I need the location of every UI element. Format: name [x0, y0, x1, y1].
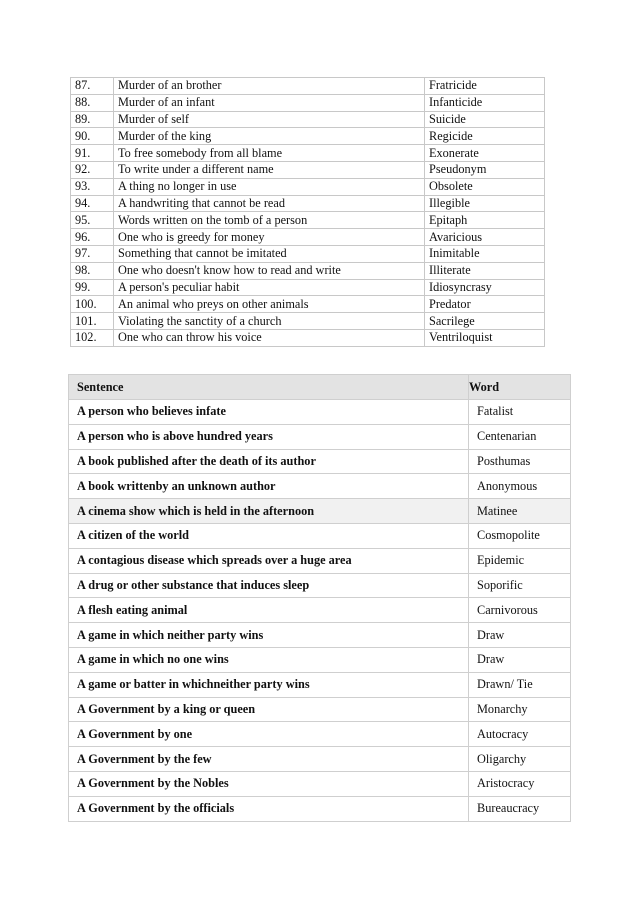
table-row — [71, 145, 545, 162]
word-cell: Inimitable — [425, 245, 545, 262]
table-row — [69, 747, 571, 772]
definition-cell: An animal who preys on other animals — [114, 296, 425, 313]
row-number: 101. — [71, 313, 114, 330]
sentence-cell: A contagious disease which spreads over a huge area — [69, 548, 469, 573]
row-number: 91. — [71, 145, 114, 162]
row-number: 100. — [71, 296, 114, 313]
definition-cell: One who is greedy for money — [114, 229, 425, 246]
word-cell: Sacrilege — [425, 313, 545, 330]
table-row — [71, 229, 545, 246]
sentence-cell: A Government by one — [69, 722, 469, 747]
table-header — [69, 375, 571, 400]
sentence-cell: A game in which neither party wins — [69, 623, 469, 648]
word-cell: Draw — [469, 647, 571, 672]
table-row — [69, 499, 571, 524]
word-cell: Idiosyncrasy — [425, 279, 545, 296]
table-row — [69, 672, 571, 697]
row-number: 88. — [71, 94, 114, 111]
row-number: 92. — [71, 161, 114, 178]
table-row — [69, 598, 571, 623]
sentence-cell: A book published after the death of its author — [69, 449, 469, 474]
word-cell: Infanticide — [425, 94, 545, 111]
row-number: 95. — [71, 212, 114, 229]
word-cell: Pseudonym — [425, 161, 545, 178]
word-cell: Autocracy — [469, 722, 571, 747]
word-cell: Monarchy — [469, 697, 571, 722]
table-row — [71, 78, 545, 95]
word-cell: Regicide — [425, 128, 545, 145]
word-cell: Epitaph — [425, 212, 545, 229]
sentence-cell: A person who is above hundred years — [69, 424, 469, 449]
sentence-cell: A book writtenby an unknown author — [69, 474, 469, 499]
table-row — [69, 697, 571, 722]
word-cell: Avaricious — [425, 229, 545, 246]
word-cell: Aristocracy — [469, 771, 571, 796]
definition-cell: Something that cannot be imitated — [114, 245, 425, 262]
table-row — [69, 400, 571, 425]
row-number: 98. — [71, 262, 114, 279]
sentence-column-header: Sentence — [69, 375, 469, 400]
row-number: 89. — [71, 111, 114, 128]
row-number: 99. — [71, 279, 114, 296]
table-row — [71, 195, 545, 212]
row-number: 102. — [71, 329, 114, 346]
table-row — [69, 573, 571, 598]
definition-cell: One who can throw his voice — [114, 329, 425, 346]
definition-cell: A person's peculiar habit — [114, 279, 425, 296]
table-row — [71, 111, 545, 128]
row-number: 97. — [71, 245, 114, 262]
sentence-word-table — [68, 374, 571, 822]
table-row — [69, 722, 571, 747]
word-cell: Ventriloquist — [425, 329, 545, 346]
definition-cell: A handwriting that cannot be read — [114, 195, 425, 212]
row-number: 94. — [71, 195, 114, 212]
word-cell: Suicide — [425, 111, 545, 128]
table-row — [71, 212, 545, 229]
table-row — [71, 262, 545, 279]
word-cell: Predator — [425, 296, 545, 313]
row-number: 90. — [71, 128, 114, 145]
definition-cell: Murder of an infant — [114, 94, 425, 111]
word-cell: Fratricide — [425, 78, 545, 95]
table-row — [71, 279, 545, 296]
row-number: 87. — [71, 78, 114, 95]
word-cell: Illegible — [425, 195, 545, 212]
table-row — [69, 449, 571, 474]
word-cell: Carnivorous — [469, 598, 571, 623]
sentence-cell: A person who believes infate — [69, 400, 469, 425]
table-row — [71, 161, 545, 178]
table-row — [71, 329, 545, 346]
definition-cell: Murder of self — [114, 111, 425, 128]
table-row — [71, 178, 545, 195]
row-number: 93. — [71, 178, 114, 195]
table-row — [69, 796, 571, 821]
sentence-cell: A Government by the officials — [69, 796, 469, 821]
definition-cell: Violating the sanctity of a church — [114, 313, 425, 330]
table-row — [69, 771, 571, 796]
word-cell: Cosmopolite — [469, 523, 571, 548]
word-cell: Epidemic — [469, 548, 571, 573]
word-cell: Fatalist — [469, 400, 571, 425]
table-row — [69, 424, 571, 449]
sentence-cell: A citizen of the world — [69, 523, 469, 548]
one-word-substitution-table-numbered — [70, 77, 545, 347]
word-cell: Draw — [469, 623, 571, 648]
sentence-table-body — [69, 400, 571, 822]
definition-cell: A thing no longer in use — [114, 178, 425, 195]
word-cell: Illiterate — [425, 262, 545, 279]
table-row — [69, 623, 571, 648]
table-row — [69, 647, 571, 672]
definition-cell: To write under a different name — [114, 161, 425, 178]
word-cell: Bureaucracy — [469, 796, 571, 821]
table-row — [71, 296, 545, 313]
word-cell: Oligarchy — [469, 747, 571, 772]
word-cell: Obsolete — [425, 178, 545, 195]
table-row — [69, 523, 571, 548]
word-cell: Posthumas — [469, 449, 571, 474]
definition-cell: Murder of the king — [114, 128, 425, 145]
definition-cell: Words written on the tomb of a person — [114, 212, 425, 229]
word-cell: Soporific — [469, 573, 571, 598]
table-row — [69, 548, 571, 573]
table-row — [71, 128, 545, 145]
sentence-cell: A game or batter in whichneither party wins — [69, 672, 469, 697]
word-cell: Centenarian — [469, 424, 571, 449]
sentence-cell: A Government by the few — [69, 747, 469, 772]
sentence-cell: A cinema show which is held in the afternoon — [69, 499, 469, 524]
sentence-cell: A Government by a king or queen — [69, 697, 469, 722]
header-row — [69, 375, 571, 400]
definition-cell: To free somebody from all blame — [114, 145, 425, 162]
definition-cell: Murder of an brother — [114, 78, 425, 95]
table-row — [71, 245, 545, 262]
word-cell: Anonymous — [469, 474, 571, 499]
sentence-cell: A game in which no one wins — [69, 647, 469, 672]
word-cell: Drawn/ Tie — [469, 672, 571, 697]
word-cell: Exonerate — [425, 145, 545, 162]
sentence-cell: A flesh eating animal — [69, 598, 469, 623]
word-column-header: Word — [469, 375, 571, 400]
table-row — [71, 313, 545, 330]
table-row — [69, 474, 571, 499]
sentence-cell: A drug or other substance that induces sleep — [69, 573, 469, 598]
numbered-table-body — [71, 78, 545, 347]
row-number: 96. — [71, 229, 114, 246]
word-cell: Matinee — [469, 499, 571, 524]
sentence-cell: A Government by the Nobles — [69, 771, 469, 796]
definition-cell: One who doesn't know how to read and write — [114, 262, 425, 279]
table-row — [71, 94, 545, 111]
